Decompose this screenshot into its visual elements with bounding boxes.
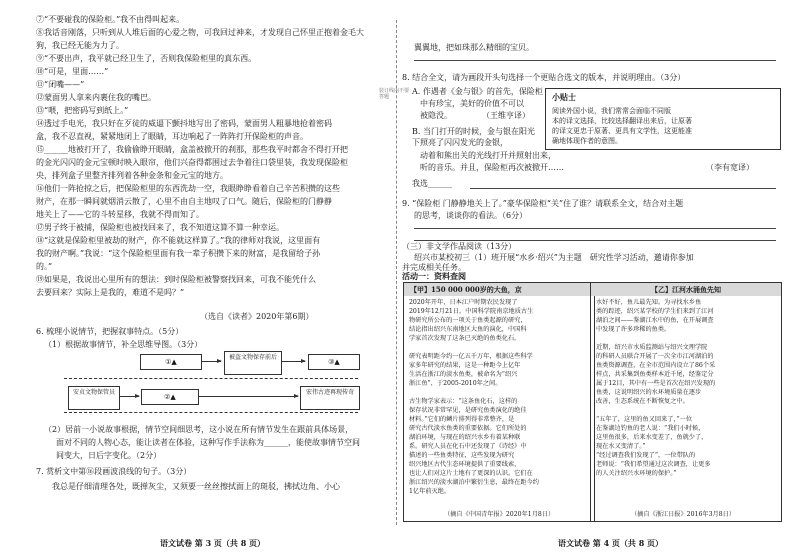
- material-a-line: 浙江绍兴的淡水湖泊中繁衍生息，最终在距今约: [409, 479, 539, 486]
- paragraph-18-cont: 我的财产啊。”我说：“这个保险柜里面有我一辈子积攒下来的财富，是我留给子孙: [36, 249, 321, 258]
- material-a-line: 系。研究人员在化石中还发现了《诗经》中: [409, 443, 527, 450]
- material-b-heading: 【乙】江河水涌鱼先知: [591, 283, 781, 296]
- tip-line-2: 本的译文选择，比较选择翻译出来后，让原著: [552, 117, 692, 125]
- question-7-title: 7. 赏析文中第⑯段画波浪线的句子。（3分）: [36, 467, 192, 476]
- paragraph-10: ⑩“可是，里面……”: [36, 67, 109, 76]
- material-b-line: 类的踪迹，绍兴某学校的学生们来到了江河: [596, 308, 714, 315]
- paragraph-19-cont: 去要回来？实际上是我的，难道不是吗？”: [36, 288, 185, 297]
- material-a-line: 研究古代淡水鱼类的重要依据。它们所处的: [409, 425, 527, 432]
- paragraph-15-end: 央，排列盒子里整齐排列着各种金条和金元宝的地方。: [36, 171, 228, 180]
- paragraph-14: ⑭透过手电光，我只好在歹徒的威逼下颤抖地写出了密码，蒙面男人粗暴地抢着密码: [36, 119, 332, 128]
- flow-box-6: 宏伟古迹再现传奇: [300, 386, 360, 410]
- page-3-footer: 语文试卷 第 3 页（共 8 页）: [160, 538, 266, 548]
- flow-box-2: 被盗文物保存前后: [224, 351, 282, 375]
- option-a-line1: A. 作遇者《金与银》的首先，保险柜: [412, 87, 543, 96]
- material-b-line: 现在水又变清了。”: [596, 443, 646, 450]
- option-a-line2: 中有珍宝，美好的价值不可以: [420, 99, 524, 108]
- question-6-sub2-b: 面对不同的人物心态，能让读者在体验，这种写作手法称为______，能使故事情节空间: [56, 438, 360, 447]
- material-b-source: （摘自《浙江日报》2016年3月8日）: [631, 511, 736, 518]
- flow-box-1: ①▲: [140, 354, 202, 370]
- paragraph-9: ⑨“不要出声，我平就已经卫生了，否则我保险柜里的真东西。: [36, 54, 257, 63]
- paragraph-19: ⑲如果是，我说出心里所有的想法：到时保险柜被警察找回来，可我不能凭什么: [36, 275, 316, 284]
- material-b-line: 中发现了许多珍稀的鱼类。: [596, 326, 671, 333]
- material-b-line: 近期，绍兴市水质监测站与绍兴文理学院: [596, 344, 708, 351]
- question-7-cont: 翼翼地，把如珠那么精细的宝贝。: [414, 43, 534, 52]
- material-b-line: 属于12目，其中有一些是首次在绍兴发现的: [596, 380, 716, 387]
- flow-arrow-1: [201, 361, 221, 362]
- material-b-line: 的人关注绍兴水环境的保护。”: [596, 470, 677, 477]
- tip-line-1: 阅读外国小说，我们常常会面临不同版: [552, 107, 671, 115]
- page-4-footer: 语文试卷 第 4 页（共 8 页）: [558, 538, 664, 548]
- material-b-line: 水好不好，鱼儿最先知。为寻找水乡鱼: [596, 299, 702, 306]
- source-citation: （选自《读者》2020年第6期）: [200, 312, 314, 321]
- material-b-line: “经过调查我们发现了”，一位带队的: [596, 452, 696, 459]
- flow-box-4: 安贞文物保管员: [68, 386, 120, 410]
- tip-title: 小贴士: [552, 92, 576, 102]
- choice-label: 我选______: [412, 179, 452, 188]
- material-a-line: 家多年研究的结果，这是一种距今上亿年: [409, 362, 521, 369]
- material-a: [403, 282, 595, 522]
- paragraph-7: ⑦“不要碰我的保险柜。”我不由得叫起来。: [36, 15, 185, 24]
- material-a-line: 描述的一些鱼类特征，这些发现为研究: [409, 452, 515, 459]
- material-a-source: （摘自《中国青年报》2020年1月8日）: [444, 511, 555, 518]
- paragraph-14-cont: 盒，我不忍直视，紧紧地闭上了眼睛，耳边响起了一阵阵打开保险柜的声音。: [36, 132, 308, 141]
- material-a-line: 古生物学家表示：“这条鱼化石，这样的: [409, 398, 518, 405]
- flow-box-5: ②▲: [141, 389, 199, 405]
- paragraph-12: ⑫蒙面男人拿来内裹住我的嘴巴。: [36, 93, 156, 102]
- material-b-line: 改善，生态系统在不断恢复之中。: [596, 398, 689, 405]
- paragraph-16-end: 地关上了——它的斗转星移，我就不得而知了。: [36, 210, 204, 219]
- material-b: [590, 282, 782, 522]
- question-6-sub2: （2）居前一小说故事根据，情节空间细思考，这小说在所有情节发生在跟前具体场景，: [44, 425, 354, 434]
- material-b-line: 样点，共采集到鱼类样本近千尾，经鉴定分: [596, 371, 714, 378]
- option-a-source: （王维亨译）: [482, 111, 530, 120]
- question-9-title-b: 的思考，谈谈你的看法。（6分）: [414, 211, 528, 220]
- flow-box-3: ③▲: [308, 354, 360, 370]
- material-a-line: 绍兴地区古代生态环境提供了重要线索，: [409, 461, 521, 468]
- material-a-heading: 【甲】150 000 000岁的大鱼，京: [404, 283, 594, 296]
- material-a-line: 浙江鱼”，于2005-2010年之间。: [409, 380, 502, 387]
- material-a-line: 生活在浙江的淡水鱼类，被命名为“绍兴: [409, 371, 518, 378]
- paragraph-16: ⑯他们一阵抢掠之后，把保险柜里的东西洗劫一空，我眼睁睁看着自己辛苦积攒的这些: [36, 184, 340, 193]
- flow-dashed-bottom: [64, 412, 358, 413]
- question-7-text: 我总是仔细清理各处，既掸灰尘，又须要一丝丝擦拭面上的斑驳，拂拭边角、小心: [52, 482, 340, 491]
- option-b-line1: B. 当门打开的时候，金与银在阳光下照亮了闪闪发光的金银，: [412, 127, 535, 147]
- material-a-line: 2020年开年，日本江户时期农民发现了: [409, 299, 518, 306]
- material-a-line: 研究表明距今约一亿五千万年，根据这些科学: [409, 353, 533, 360]
- flow-arrow-2: [281, 361, 305, 362]
- flow-dashed-top: [64, 378, 358, 379]
- material-b-line: “五年了，这里的鱼又回来了，”一位: [596, 416, 693, 423]
- question-9-title: 9. “保险柜 门静静地关上了。”豪华保险柜“关”住了谁？请联系全文，结合对主题: [402, 199, 684, 208]
- material-b-line: 在鉴湖边钓鱼的老人说：“我们小时候，: [596, 425, 705, 432]
- answer-line-9a: [414, 228, 776, 229]
- paragraph-16-cont: 财产，在那一瞬间就烟消云散了，心里不由自主地叹了口气。随后，保险柜的门静静: [36, 197, 332, 206]
- answer-line-8: [470, 188, 776, 189]
- material-b-line: 鱼类资源调查，在全市范围内设立了86个采: [596, 362, 716, 369]
- section-3-title: （三）非文学作品阅读（13分）: [402, 242, 517, 251]
- material-a-line: 保存状况非常罕见，是研究鱼类演化的绝佳: [409, 407, 527, 414]
- question-8-title: 8. 结合全文，请为画段开头句选择一个更贴合选文的版本，并说明理由。（3分）: [402, 73, 686, 82]
- material-a-line: 湖泊环境，与现在的绍兴水乡有着某种联: [409, 434, 521, 441]
- tip-box: [545, 88, 781, 150]
- tip-line-4: 确地体现作者的意图。: [552, 137, 622, 145]
- question-6-sub2-c: 间变大，日后字变化。（2分）: [56, 451, 162, 460]
- material-a-line: 1亿年前灭绝。: [409, 488, 451, 495]
- tip-line-3: 的译文更忠于原著、更具有文学性，这更能准: [552, 127, 692, 135]
- material-a-line: 结论指出绍兴东南地区大鱼的演化，中国科: [409, 326, 527, 333]
- material-b-line: 鱼类，这说明绍兴的水环境质量在逐步: [596, 389, 702, 396]
- paragraph-17: ⑰男子终于被捕，保险柜也被找回来了，我不知道这算不算一种幸运。: [36, 223, 284, 232]
- paragraph-13: ⑬“喂，把密码写到纸上。”: [36, 106, 129, 115]
- question-6-sub1: （1）根据故事情节，补全思维导图。（3分）: [44, 340, 203, 349]
- material-a-line: 材料。”它们的鳞片排列得非常整齐，是: [409, 416, 515, 423]
- material-b-line: 的科研人员联合开展了一次全市江河湖泊的: [596, 353, 714, 360]
- material-a-line: 2019年12月21日，中国科学院南京地质古生: [409, 308, 534, 315]
- paragraph-11: ⑪“闭嘴——”: [36, 80, 85, 89]
- material-a-line: 也让人们对这片土地有了更深的认识。它们在: [409, 470, 533, 477]
- material-b-line: 这里鱼很多，后来水变差了，鱼就少了，: [596, 434, 708, 441]
- paragraph-18-end: 的。”: [36, 262, 53, 271]
- section-3-intro-b: 并完成相关任务。: [402, 263, 466, 272]
- option-a-line3: 被隐没。: [420, 111, 452, 120]
- option-b-source: （李有宽译）: [706, 163, 754, 172]
- material-b-line: 老师说：“我们希望通过这次调查，让更多: [596, 461, 711, 468]
- binding-note: 装订线内不要答题: [379, 88, 410, 100]
- activity-1-title: 活动一：资料查阅: [402, 271, 466, 281]
- material-a-line: 学家首次发现了这条已灭绝的鱼类化石。: [409, 335, 521, 342]
- paragraph-15: ⑮______地被打开了，我偷偷睁开眼睛，盒盖被掀开的刹那，那些我平时都舍不得打开把: [36, 145, 348, 154]
- question-6-title: 6. 梳理小说情节，把握叙事特点。（5分）: [36, 327, 184, 336]
- paragraph-8-cont: 狗，我已经无能为力了。: [36, 41, 124, 50]
- paragraph-15-cont: 的金光闪闪的金元宝顿时映入眼帘，他们兴奋得都围过去争着往口袋里装，我发现保险柜: [36, 158, 348, 167]
- answer-line-7: [414, 60, 776, 61]
- paragraph-18: ⑱“这就是保险柜里被劫的财产，你不能就这样算了。”我的律师对我说，这里面有: [36, 236, 321, 245]
- material-a-line: 物研究所公布的一项关于鱼类起源的研究，: [409, 317, 527, 324]
- material-b-line: 湖泊之间——鉴湖江水中的鱼，在开展调查: [596, 317, 714, 324]
- paragraph-8: ⑧我话音刚落，只听到从人堆后面的心爱之物，可我回过神来，才发现自己怀里正抱着金毛大: [36, 28, 364, 37]
- flow-arrow-3: [119, 396, 139, 397]
- flow-arrow-4: [198, 396, 298, 397]
- section-3-intro: 绍兴市某校初三（1）班开展“水乡·绍兴”为主题 研究性学习活动，邀请你参加: [414, 253, 694, 262]
- option-b-line2: 动着和熊出关的光线打开并照射出来，: [420, 151, 556, 160]
- option-b-line3: 听的音乐。并且，保险柜再次被掀开……: [420, 163, 564, 172]
